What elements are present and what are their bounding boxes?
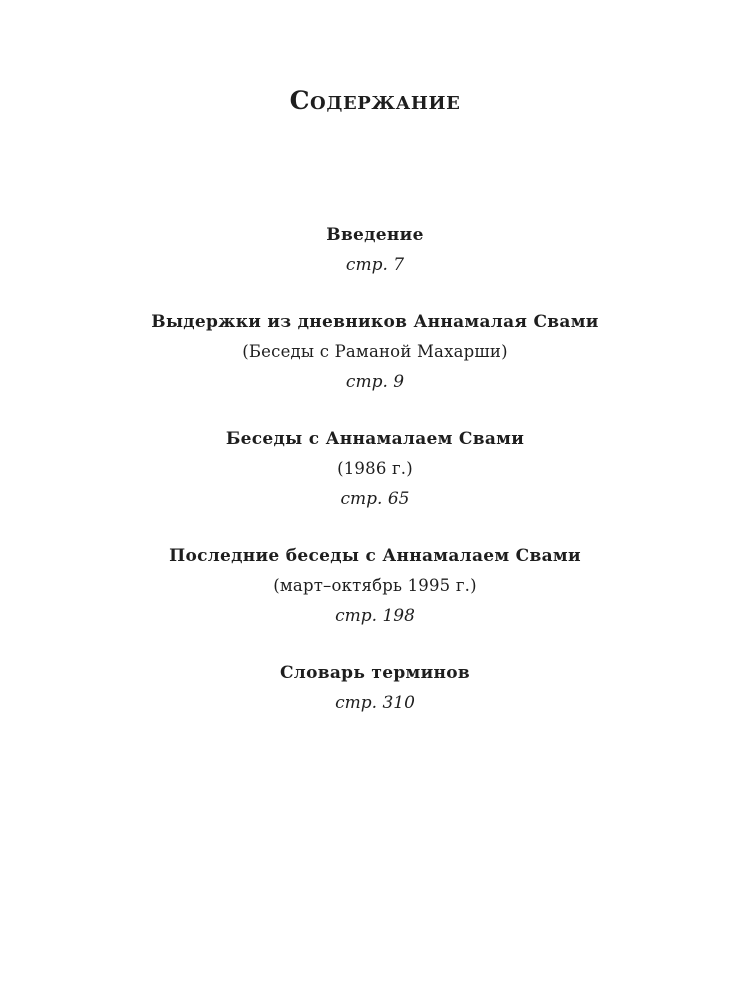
toc-entry-glossary xyxy=(0,658,750,718)
toc-entry-page: стр. 310 xyxy=(335,693,415,713)
toc-entry-title: Выдержки из дневников Аннамалая Свами xyxy=(151,312,599,332)
toc-entry-page: стр. 65 xyxy=(340,489,410,509)
toc-entry-note: (март–октябрь 1995 г.) xyxy=(273,576,477,595)
page-title: Содержание xyxy=(289,86,461,115)
toc-entry-page: стр. 7 xyxy=(345,255,405,275)
toc-entry-last-conversations xyxy=(0,541,750,631)
toc-entry-note: (1986 г.) xyxy=(337,459,413,478)
toc-entry-diary-excerpts xyxy=(0,307,750,397)
toc-entry-title: Беседы с Аннамалаем Свами xyxy=(225,429,525,449)
toc-entry-title: Словарь терминов xyxy=(279,663,471,683)
toc-entry-title: Введение xyxy=(326,225,424,245)
toc-entry-introduction xyxy=(0,220,750,280)
toc-entry-title: Последние беседы с Аннамалаем Свами xyxy=(169,546,581,566)
toc-entry-page: стр. 9 xyxy=(345,372,405,392)
toc-entry-note: (Беседы с Раманой Махарши) xyxy=(242,342,508,361)
table-of-contents xyxy=(0,220,750,745)
toc-entry-conversations-1986 xyxy=(0,424,750,514)
toc-entry-page: стр. 198 xyxy=(335,606,415,626)
